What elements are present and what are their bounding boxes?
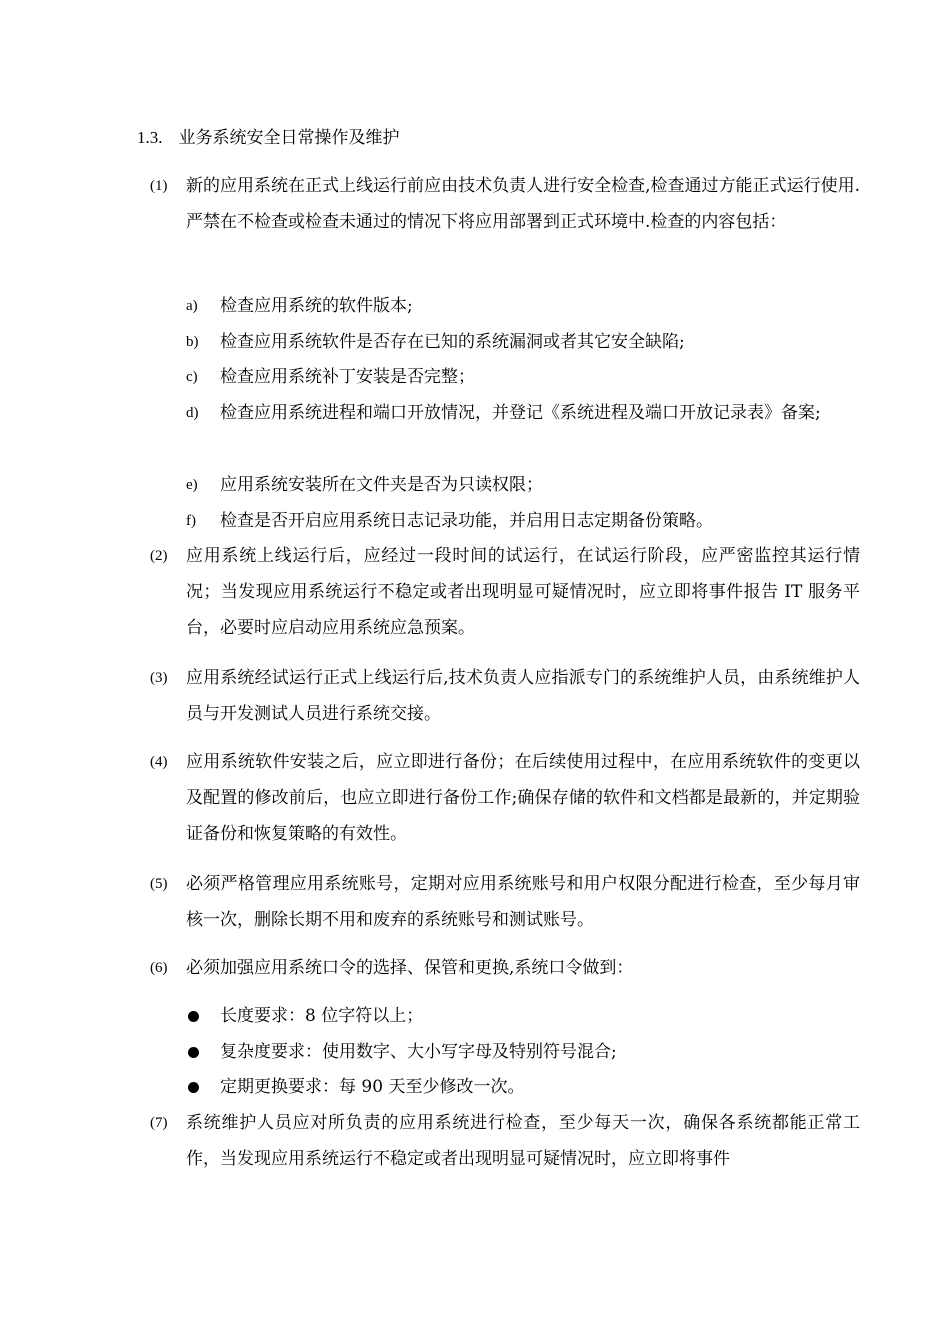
item-text: 应用系统软件安装之后，应立即进行备份；在后续使用过程中，在应用系统软件的变更以及配置的修改前后，也应立即进行备份工作;确保存储的软件和文档都是最新的，并定期验证备份和恢复策略的有效性。 xyxy=(186,752,860,844)
bullet-text: 长度要求：8 位字符以上； xyxy=(220,1006,424,1026)
item-text: 应用系统上线运行后，应经过一段时间的试运行，在试运行阶段，应严密监控其运行情况；当发现应用系统运行不稳定或者出现明显可疑情况时，应立即将事件报告 IT 服务平台，必要时应启动应用系统应急预案。 xyxy=(186,546,860,638)
sub-item-letter: e) xyxy=(186,477,198,493)
sub-item-text: 应用系统安装所在文件夹是否为只读权限； xyxy=(220,475,543,495)
item-number: (5) xyxy=(150,876,168,892)
list-item-5 xyxy=(150,866,860,938)
item-number: (2) xyxy=(150,548,168,564)
sub-item-letter: a) xyxy=(186,298,198,314)
list-item-2 xyxy=(150,538,860,646)
section-title: 业务系统安全日常操作及维护 xyxy=(178,128,400,148)
list-item-4 xyxy=(150,744,860,852)
sub-item-letter: d) xyxy=(186,405,199,421)
sub-item-letter: b) xyxy=(186,334,199,350)
item-number: (4) xyxy=(150,754,168,770)
bullet-text: 复杂度要求：使用数字、大小写字母及特别符号混合; xyxy=(220,1042,617,1062)
item-text: 必须加强应用系统口令的选择、保管和更换,系统口令做到： xyxy=(186,958,634,978)
sub-item-text: 检查应用系统软件是否存在已知的系统漏洞或者其它安全缺陷; xyxy=(220,332,685,352)
sub-item-letter: c) xyxy=(186,369,198,385)
bullet-text: 定期更换要求：每 90 天至少修改一次。 xyxy=(220,1077,525,1097)
bullet-item-1 xyxy=(186,998,860,1034)
item-number: (3) xyxy=(150,670,168,686)
item-text: 新的应用系统在正式上线运行前应由技术负责人进行安全检查,检查通过方能正式运行使用.严禁在不检查或检查未通过的情况下将应用部署到正式环境中.检查的内容包括： xyxy=(186,176,860,232)
sub-item-text: 检查是否开启应用系统日志记录功能，并启用日志定期备份策略。 xyxy=(220,511,713,531)
bullet-item-2 xyxy=(186,1034,860,1070)
sub-item-text: 检查应用系统补丁安装是否完整； xyxy=(220,367,475,387)
sub-item-letter: f) xyxy=(186,513,196,529)
list-item-1 xyxy=(150,168,860,240)
item-number: (7) xyxy=(150,1115,168,1131)
section-heading xyxy=(137,124,400,152)
sub-item-text: 检查应用系统的软件版本; xyxy=(220,296,413,316)
sub-item-e xyxy=(186,467,860,503)
list-item-6 xyxy=(150,950,860,986)
sub-item-d xyxy=(186,395,860,431)
bullet-dot-icon xyxy=(188,1011,199,1022)
sub-item-c xyxy=(186,359,860,395)
item-number: (1) xyxy=(150,178,168,194)
bullet-dot-icon xyxy=(188,1082,199,1093)
sub-item-a xyxy=(186,288,860,324)
item-text: 应用系统经试运行正式上线运行后,技术负责人应指派专门的系统维护人员，由系统维护人员与开发测试人员进行系统交接。 xyxy=(186,668,860,724)
sub-item-f xyxy=(186,503,860,539)
item-number: (6) xyxy=(150,960,168,976)
sub-item-text: 检查应用系统进程和端口开放情况，并登记《系统进程及端口开放记录表》备案; xyxy=(220,403,821,423)
bullet-dot-icon xyxy=(188,1047,199,1058)
item-text: 必须严格管理应用系统账号，定期对应用系统账号和用户权限分配进行检查，至少每月审核一次，删除长期不用和废弃的系统账号和测试账号。 xyxy=(186,874,860,930)
section-number: 1.3. xyxy=(137,128,163,147)
sub-item-b xyxy=(186,324,860,360)
bullet-item-3 xyxy=(186,1069,860,1105)
list-item-7 xyxy=(150,1105,860,1177)
list-item-3 xyxy=(150,660,860,732)
item-text: 系统维护人员应对所负责的应用系统进行检查，至少每天一次，确保各系统都能正常工作，当发现应用系统运行不稳定或者出现明显可疑情况时，应立即将事件 xyxy=(186,1113,860,1169)
